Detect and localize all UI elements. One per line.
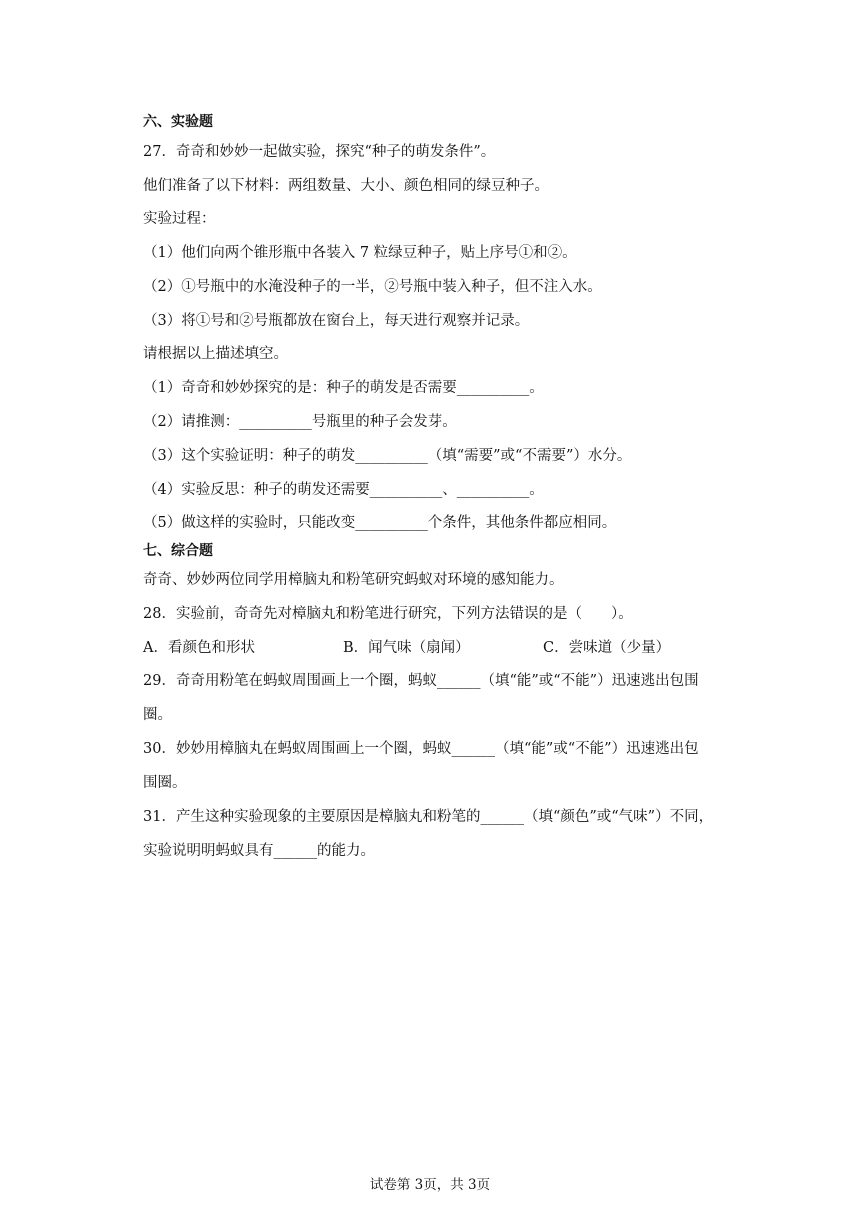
s7-intro: 奇奇、妙妙两位同学用樟脑丸和粉笔研究蚂蚁对环境的感知能力。	[143, 572, 564, 588]
q27-blank-3: （3）这个实验证明：种子的萌发__________（填“需要”或“不需要”）水分。	[143, 448, 632, 464]
page-footer: 试卷第 3页，共 3页	[369, 1177, 491, 1193]
q27-process-label: 实验过程：	[143, 211, 216, 227]
section-7-heading: 七、综合题	[143, 543, 213, 559]
q28-option-c: C．尝味道（少量）	[543, 640, 671, 656]
q28-option-b: B．闻气味（扇闻）	[343, 640, 470, 656]
q30-line-2: 围圈。	[143, 775, 187, 791]
q29-line-2: 圈。	[143, 707, 172, 723]
q27-blank-4: （4）实验反思：种子的萌发还需要__________、__________。	[143, 482, 544, 498]
q30-line-1: 30．妙妙用樟脑丸在蚂蚁周围画上一个圈，蚂蚁______（填“能”或“不能”）迅速逃出包	[143, 741, 699, 757]
q27-blank-1: （1）奇奇和妙妙探究的是：种子的萌发是否需要__________。	[143, 380, 544, 396]
q27-step-2: （2）①号瓶中的水淹没种子的一半，②号瓶中装入种子，但不注入水。	[143, 279, 602, 295]
q29-line-1: 29．奇奇用粉笔在蚂蚁周围画上一个圈，蚂蚁______（填“能”或“不能”）迅速逃出包围	[143, 673, 699, 689]
q27-blank-2: （2）请推测：__________号瓶里的种子会发芽。	[143, 414, 457, 430]
q28-option-a: A．看颜色和形状	[143, 640, 255, 656]
q27-stem: 27．奇奇和妙妙一起做实验，探究“种子的萌发条件”。	[143, 144, 496, 160]
q27-step-3: （3）将①号和②号瓶都放在窗台上，每天进行观察并记录。	[143, 313, 530, 329]
q28-stem: 28．实验前，奇奇先对樟脑丸和粉笔进行研究，下列方法错误的是（ ）。	[143, 606, 633, 622]
q27-instruction: 请根据以上描述填空。	[143, 346, 288, 362]
q27-materials: 他们准备了以下材料：两组数量、大小、颜色相同的绿豆种子。	[143, 178, 549, 194]
q31-line-1: 31．产生这种实验现象的主要原因是樟脑丸和粉笔的______（填“颜色”或“气味”）不同，	[143, 809, 714, 825]
section-6-heading: 六、实验题	[143, 114, 213, 130]
q31-line-2: 实验说明明蚂蚁具有______的能力。	[143, 843, 375, 859]
q27-step-1: （1）他们向两个锥形瓶中各装入 7 粒绿豆种子，贴上序号①和②。	[143, 245, 577, 261]
q27-blank-5: （5）做这样的实验时，只能改变__________个条件，其他条件都应相同。	[143, 515, 617, 531]
